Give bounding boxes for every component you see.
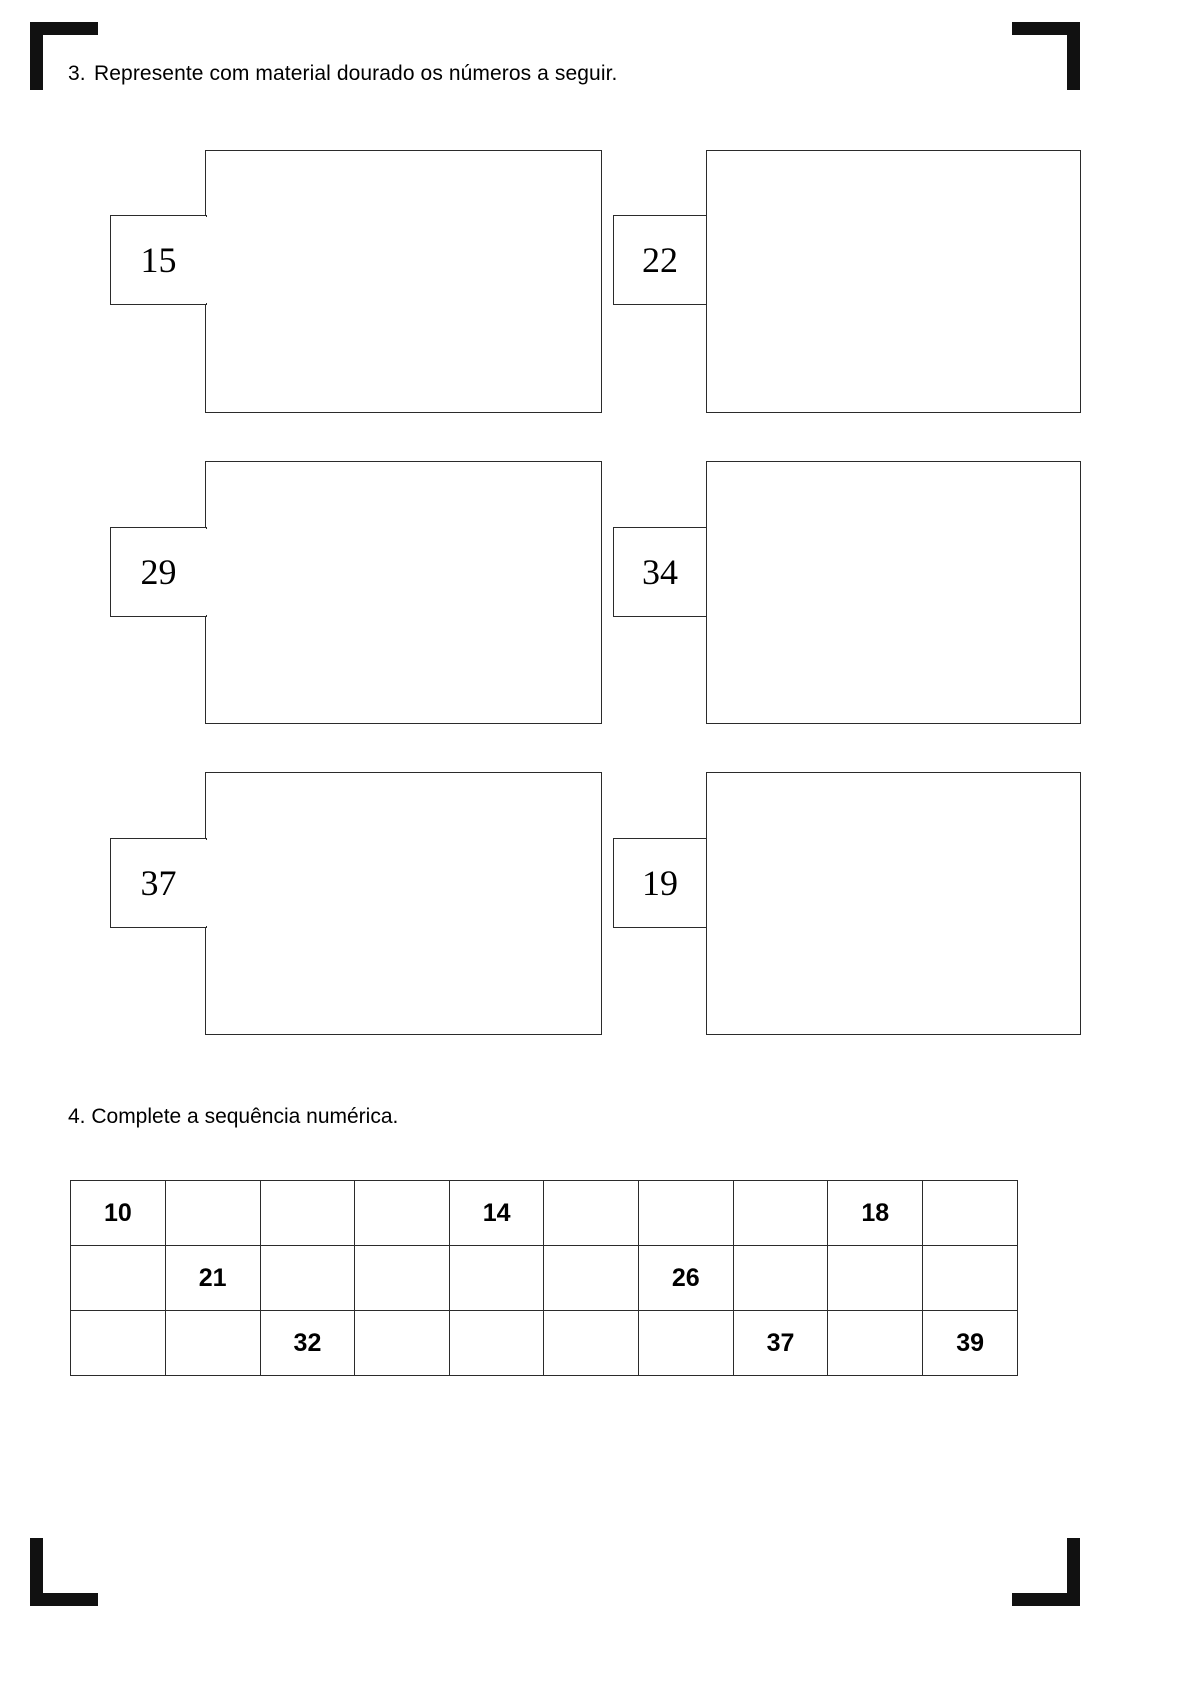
sequence-cell[interactable]	[828, 1311, 923, 1376]
exercise-3-instruction: Represente com material dourado os números a seguir.	[94, 62, 618, 85]
sequence-cell[interactable]	[733, 1181, 828, 1246]
label-joint	[206, 217, 208, 303]
sequence-cell[interactable]	[71, 1246, 166, 1311]
sequence-cell[interactable]: 32	[260, 1311, 355, 1376]
sequence-cell[interactable]: 26	[638, 1246, 733, 1311]
sequence-cell[interactable]	[638, 1311, 733, 1376]
drawing-area[interactable]	[205, 150, 602, 413]
table-row	[71, 1311, 1018, 1376]
label-joint	[707, 529, 709, 615]
sequence-cell[interactable]	[260, 1246, 355, 1311]
sequence-cell[interactable]: 21	[165, 1246, 260, 1311]
table-row	[71, 1246, 1018, 1311]
sequence-cell[interactable]	[544, 1311, 638, 1376]
sequence-cell[interactable]	[828, 1246, 923, 1311]
number-label: 15	[110, 215, 207, 305]
exercise-3-heading	[68, 62, 617, 86]
sequence-cell[interactable]	[355, 1311, 449, 1376]
sequence-cell[interactable]: 10	[71, 1181, 166, 1246]
sequence-cell[interactable]	[544, 1246, 638, 1311]
sequence-cell[interactable]: 14	[449, 1181, 544, 1246]
sequence-cell[interactable]: 39	[923, 1311, 1018, 1376]
table-row	[71, 1181, 1018, 1246]
sequence-cell[interactable]: 18	[828, 1181, 923, 1246]
crop-mark-top-left	[30, 22, 43, 90]
sequence-cell[interactable]	[165, 1311, 260, 1376]
sequence-cell[interactable]	[638, 1181, 733, 1246]
sequence-cell[interactable]	[544, 1181, 638, 1246]
drawing-area[interactable]	[706, 461, 1081, 724]
number-label: 19	[613, 838, 707, 928]
crop-mark-bottom-left	[30, 1538, 43, 1606]
drawing-area[interactable]	[706, 150, 1081, 413]
sequence-cell[interactable]	[71, 1311, 166, 1376]
sequence-cell[interactable]	[260, 1181, 355, 1246]
sequence-cell[interactable]	[355, 1246, 449, 1311]
crop-mark-bottom-right	[1067, 1538, 1080, 1606]
crop-mark-top-right	[1067, 22, 1080, 90]
drawing-area[interactable]	[205, 772, 602, 1035]
sequence-cell[interactable]	[733, 1246, 828, 1311]
number-label: 22	[613, 215, 707, 305]
label-joint	[206, 840, 208, 926]
number-label: 34	[613, 527, 707, 617]
number-label: 37	[110, 838, 207, 928]
exercise-3-number: 3.	[68, 62, 86, 85]
sequence-cell[interactable]	[355, 1181, 449, 1246]
drawing-area[interactable]	[706, 772, 1081, 1035]
label-joint	[707, 840, 709, 926]
drawing-area[interactable]	[205, 461, 602, 724]
exercise-4-heading: 4. Complete a sequência numérica.	[68, 1105, 399, 1128]
label-joint	[206, 529, 208, 615]
sequence-cell[interactable]	[923, 1181, 1018, 1246]
sequence-cell[interactable]	[923, 1246, 1018, 1311]
label-joint	[707, 217, 709, 303]
sequence-cell[interactable]	[449, 1311, 544, 1376]
sequence-cell[interactable]	[449, 1246, 544, 1311]
sequence-cell[interactable]	[165, 1181, 260, 1246]
number-label: 29	[110, 527, 207, 617]
number-sequence-table	[70, 1180, 1018, 1376]
sequence-cell[interactable]: 37	[733, 1311, 828, 1376]
